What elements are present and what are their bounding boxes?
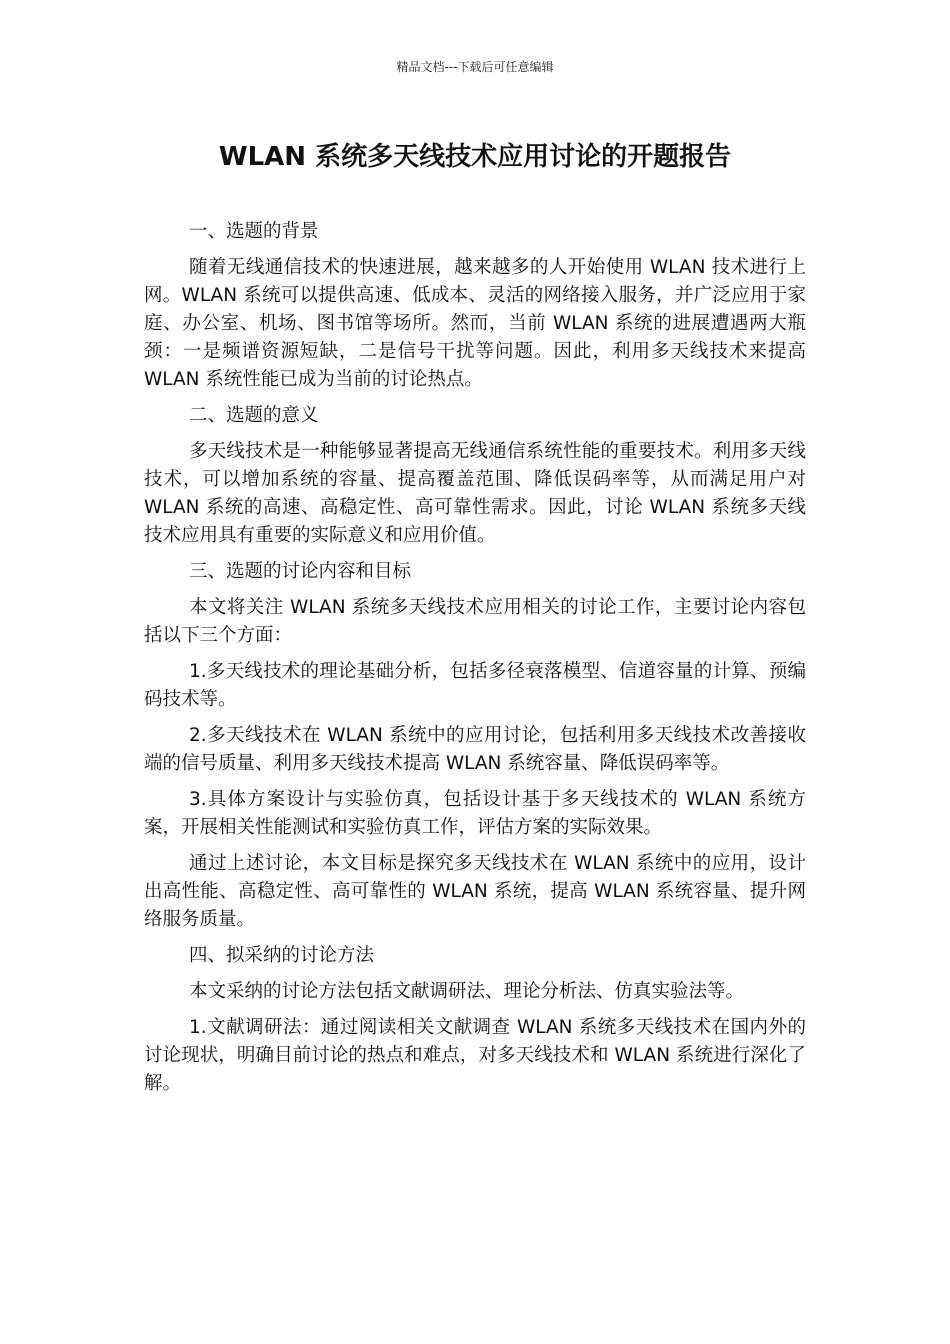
header-note: 精品文档---下载后可任意编辑 <box>396 60 554 74</box>
document-body <box>144 218 806 1106</box>
paragraph-significance: 多天线技术是一种能够显著提高无线通信系统性能的重要技术。利用多天线技术，可以增加系统的容量、提高覆盖范围、降低误码率等，从而满足用户对 WLAN 系统的高速、高稳定性、高可靠性需求。因此，讨论 WLAN 系统多天线技术应用具有重要的实际意义和应用价值。 <box>144 441 806 546</box>
list-item-theory: 1.多天线技术的理论基础分析，包括多径衰落模型、信道容量的计算、预编码技术等。 <box>144 661 806 710</box>
section-heading-significance: 二、选题的意义 <box>189 405 319 426</box>
section-heading-content-goals: 三、选题的讨论内容和目标 <box>189 561 412 582</box>
paragraph-content-intro: 本文将关注 WLAN 系统多天线技术应用相关的讨论工作，主要讨论内容包括以下三个方面： <box>144 597 806 646</box>
section-heading-background: 一、选题的背景 <box>189 221 319 242</box>
list-item-literature: 1.文献调研法：通过阅读相关文献调查 WLAN 系统多天线技术在国内外的讨论现状，明确目前讨论的热点和难点，对多天线技术和 WLAN 系统进行深化了解。 <box>144 1017 806 1094</box>
paragraph-background: 随着无线通信技术的快速进展，越来越多的人开始使用 WLAN 技术进行上网。WLAN 系统可以提供高速、低成本、灵活的网络接入服务，并广泛应用于家庭、办公室、机场、图书馆等场所。然而，当前 WLAN 系统的进展遭遇两大瓶颈：一是频谱资源短缺，二是信号干扰等问题。因此，利用多天线技术来提高 WLAN 系统性能已成为当前的讨论热点。 <box>144 257 806 390</box>
paragraph-methods-intro: 本文采纳的讨论方法包括文献调研法、理论分析法、仿真实验法等。 <box>189 981 745 1002</box>
paragraph-goals: 通过上述讨论，本文目标是探究多天线技术在 WLAN 系统中的应用，设计出高性能、高稳定性、高可靠性的 WLAN 系统，提高 WLAN 系统容量、提升网络服务质量。 <box>144 853 806 930</box>
section-heading-methods: 四、拟采纳的讨论方法 <box>189 945 375 966</box>
list-item-application: 2.多天线技术在 WLAN 系统中的应用讨论，包括利用多天线技术改善接收端的信号质量、利用多天线技术提高 WLAN 系统容量、降低误码率等。 <box>144 725 806 774</box>
document-title: WLAN 系统多天线技术应用讨论的开题报告 <box>218 142 732 172</box>
list-item-design: 3.具体方案设计与实验仿真，包括设计基于多天线技术的 WLAN 系统方案，开展相关性能测试和实验仿真工作，评估方案的实际效果。 <box>144 789 806 838</box>
